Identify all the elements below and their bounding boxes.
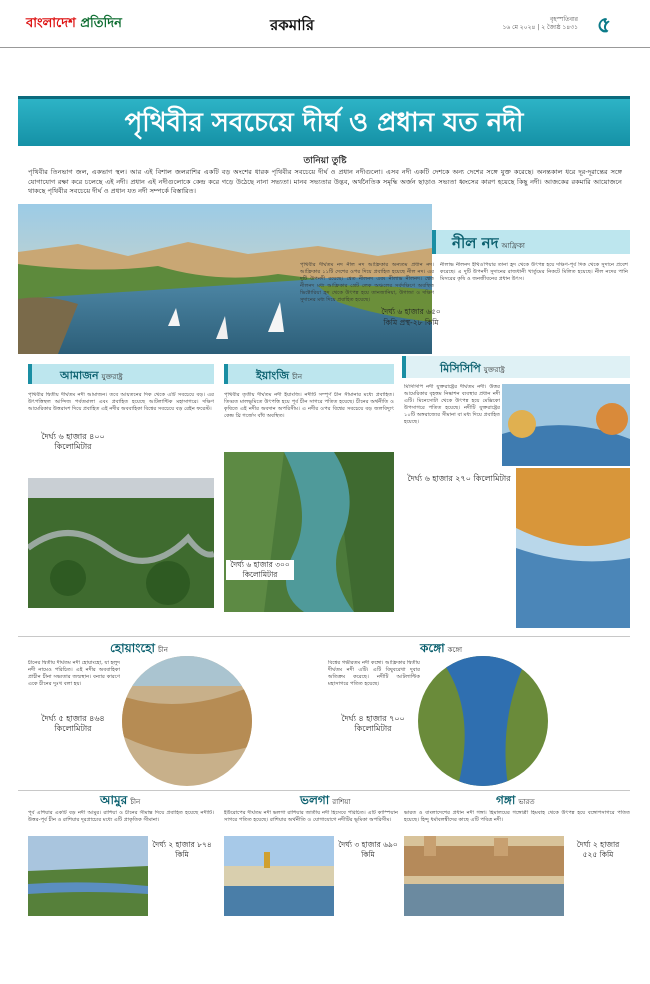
congo-text: বিশ্বের গভীরতম নদী কঙ্গো। আফ্রিকার দ্বিতীয় দীর্ঘতম নদী এটি। এটি বিষুবরেখা দুবার অতিক্রম করেছে। নদীটি আটলান্টিক মহাসাগরে পতিত হয়েছে। <box>328 660 420 687</box>
amur-country: চীন <box>130 798 141 806</box>
mississippi-text: মিসিসিপি নদী যুক্তরাষ্ট্রের দীর্ঘতম নদী। উত্তর আমেরিকার বৃহত্তম নিষ্কাশন ব্যবস্থার প্রধান নদী এটি। মিনেসোটা থেকে উৎপন্ন হয়ে মেক্সিকো উপসাগরে পতিত হয়েছে। নদীটি যুক্তরাষ্ট্রের ১০টি অঙ্গরাজ্যের সীমানা বা মধ্য দিয়ে প্রবাহিত হয়েছে। <box>404 384 500 425</box>
yellow-text: চীনের দ্বিতীয় দীর্ঘতম নদী হোয়াংহো, যা হলুদ নদী নামেও পরিচিত। এই নদীর অববাহিকা প্রাচীন চীনা সভ্যতার জন্মস্থান। বন্যার কারণে একে চীনের দুঃখ বলা হয়। <box>28 660 120 687</box>
volga-text: ইউরোপের দীর্ঘতম নদী ভলগা রাশিয়ার জাতীয় নদী হিসেবে পরিচিত। এটি কাস্পিয়ান সাগরে পতিত হয়েছে। রাশিয়ার অর্থনীতি ও যোগাযোগে নদীটির ভূমিকা অপরিসীম। <box>224 810 398 823</box>
ganges-photo <box>404 836 564 916</box>
nile-country: আফ্রিকা <box>501 242 525 250</box>
amur-photo <box>28 836 148 916</box>
article-title: পৃথিবীর সবচেয়ে দীর্ঘ ও প্রধান যত নদী <box>124 108 524 138</box>
yangtze-country: চীন <box>292 373 303 381</box>
volga-country: রাশিয়া <box>332 798 351 806</box>
date-full: ১৬ মে ২০২৪ | ২ জ্যৈষ্ঠ ১৪৩১ <box>502 24 578 31</box>
mississippi-country: যুক্তরাষ্ট্র <box>483 366 505 374</box>
article-byline: তানিয়া তুষ্টি <box>303 156 347 166</box>
nile-text-b: নীলাভ নীলনদ ইথিওপিয়ার তানা হ্রদ থেকে উৎপন্ন হয়ে দক্ষিণ-পূর্ব দিক থেকে সুদানে প্রবেশ করেছে। এ দুটি উপনদী সুদানের রাজধানী খার্তুমের নিকটে মিলিত হয়েছে। নীল নদের পানি মিসরের কৃষি ও জনজীবনের প্রধান উৎস। <box>440 262 628 282</box>
nile-text-a: পৃথিবীর দীর্ঘতম নদ নীল নদ আফ্রিকার অন্যতম প্রধান নদ। আফ্রিকার ১১টি দেশের ওপর দিয়ে প্রবাহিত হয়েছে নীল নদ। এর দুটি উপনদী রয়েছে। শ্বেত নীলনদ এবং নীলাভ নীলনদ। শ্বেত নীলনদ মধ্য আফ্রিকার গ্রেট লেক অঞ্চলের সর্বদক্ষিণে অবস্থিত ভিক্টোরিয়া হ্রদ থেকে উৎপন্ন হয়ে তানজানিয়া, উগান্ডা ও দক্ষিণ সুদানের মধ্য দিয়ে প্রবাহিত হয়েছে। <box>300 262 434 303</box>
amazon-heading <box>60 367 123 386</box>
yangtze-name: ইয়াংজি <box>256 369 290 382</box>
amazon-text: পৃথিবীর দ্বিতীয় দীর্ঘতম নদী আমাজন। তবে আয়তনের দিক থেকে এটি সবচেয়ে বড়। এর উৎপত্তিস্থল আন্দিজ পর্বতমালা এবং প্রবাহিত হয়েছে আটলান্টিক মহাসাগরে। দক্ষিণ আমেরিকার উত্তরাংশ দিয়ে প্রবাহিত এই নদীর অববাহিকা বিশ্বের সবচেয়ে বড় রেইন ফরেস্ট। <box>28 392 214 412</box>
newspaper-logo[interactable]: বাংলাদেশ প্রতিদিন <box>26 16 122 31</box>
ganges-heading <box>496 792 535 812</box>
yellow-name: হোয়াংহো <box>110 641 155 655</box>
volga-heading <box>300 792 350 812</box>
amazon-text-cont <box>28 612 214 642</box>
section-divider-2 <box>18 790 630 791</box>
mississippi-photo-top <box>502 384 630 466</box>
amur-text-cont <box>28 920 214 956</box>
ganges-name: গঙ্গা <box>496 793 516 807</box>
amazon-country: যুক্তরাষ্ট্র <box>101 373 123 381</box>
amur-length: দৈর্ঘ্য ২ হাজার ৮৭৪ কিমি <box>152 840 212 859</box>
ganges-text-cont <box>404 920 630 956</box>
mississippi-length: দৈর্ঘ্য ৬ হাজার ২৭০ কিলোমিটার <box>407 474 511 483</box>
volga-photo <box>224 836 334 916</box>
date-day: বৃহস্পতিবার <box>550 16 578 23</box>
yangtze-length: দৈর্ঘ্য ৬ হাজার ৩০০ কিলোমিটার <box>226 560 294 580</box>
ganges-text: ভারত ও বাংলাদেশের প্রধান নদী গঙ্গা। হিমালয়ের গঙ্গোত্রী হিমবাহ থেকে উৎপন্ন হয়ে বঙ্গোপসাগরে পতিত হয়েছে। হিন্দু ধর্মাবলম্বীদের কাছে এটি পবিত্র নদী। <box>404 810 630 823</box>
ganges-length: দৈর্ঘ্য ২ হাজার ৫২৫ কিমি <box>576 840 620 859</box>
amazon-length: দৈর্ঘ্য ৬ হাজার ৪০০ কিলোমিটার <box>41 432 105 451</box>
ganges-country: ভারত <box>518 798 535 806</box>
amur-heading <box>100 792 140 812</box>
article-intro: পৃথিবীর তিনভাগ জল, একভাগ স্থল। আর এই বিশাল জলরাশির একটি বড় অংশের ধারক পৃথিবীর সবচেয়ে দীর্ঘ ও প্রধান নদীগুলো। এসব নদী একটি দেশকে অন্য দেশের সঙ্গে যুক্ত করেছে। অনন্তকাল ধরে দূর-দূরান্তের সঙ্গে যোগাযোগ রক্ষা করে চলেছে এই নদী। প্রধান এই নদীগুলোকে কেন্দ্র করে গড়ে উঠেছে নানা সভ্যতা। মানব সভ্যতার উদ্ভব, অর্থনৈতিক সমৃদ্ধি অর্জন ছাড়াও সভ্যতা ধ্বংসের কারণ হয়েছে কিছু নদী। আজকের রকমারি আয়োজনে থাকছে পৃথিবীর সবচেয়ে দীর্ঘ ও প্রধান যত নদী সম্পর্কে বিস্তারিত। <box>28 168 622 196</box>
nile-name: নীল নদ <box>452 234 499 252</box>
amur-name: আমুর <box>100 793 128 807</box>
yangtze-heading <box>256 367 302 386</box>
amur-text: পূর্ব এশিয়ার একটি বড় নদী আমুর। রাশিয়া ও চীনের সীমান্ত দিয়ে প্রবাহিত হয়েছে নদীটি। উত্তর-পূর্ব চীন ও রাশিয়ার দূরপ্রাচ্যের মধ্যে এটি প্রাকৃতিক সীমানা। <box>28 810 214 823</box>
mississippi-name: মিসিসিপি <box>440 362 481 375</box>
yellow-country: চীন <box>157 646 168 654</box>
yellow-length: দৈর্ঘ্য ৫ হাজার ৪৬৪ কিলোমিটার <box>41 714 105 733</box>
amazon-photo <box>28 478 214 608</box>
congo-length: দৈর্ঘ্য ৪ হাজার ৭০০ কিলোমিটার <box>341 714 405 733</box>
yellow-heading <box>110 640 168 660</box>
section-name: রকমারি <box>270 16 314 34</box>
congo-name: কঙ্গো <box>420 641 445 655</box>
congo-photo <box>418 656 548 786</box>
mississippi-photo-bottom <box>516 468 630 628</box>
yellow-photo <box>122 656 252 786</box>
volga-name: ভলগা <box>300 793 330 807</box>
volga-length: দৈর্ঘ্য ৩ হাজার ৬৯০ কিমি <box>338 840 398 859</box>
congo-text-right <box>552 660 630 780</box>
nile-heading <box>452 232 525 257</box>
yangtze-heading-ribbon <box>224 364 394 384</box>
congo-country: কঙ্গো <box>447 646 463 654</box>
mississippi-heading-ribbon <box>402 356 630 378</box>
mississippi-heading <box>440 360 505 379</box>
volga-text-cont <box>224 920 398 956</box>
mississippi-text-cont <box>404 510 514 630</box>
yangtze-text: পৃথিবীর তৃতীয় দীর্ঘতম নদী ইয়াংজি। নদীটি সম্পূর্ণ চীন সীমানার মধ্যে প্রবাহিত। তিব্বত মালভূমিতে উৎপত্তি হয়ে পূর্ব চীন সাগরে পতিত হয়েছে। চীনের অর্থনীতি ও কৃষিতে এই নদীর অবদান অপরিসীম। এ নদীর ওপর বিশ্বের সবচেয়ে বড় জলবিদ্যুৎ কেন্দ্র থ্রি গর্জেস বাঁধ অবস্থিত। <box>224 392 394 419</box>
section-divider <box>18 636 630 637</box>
nile-length: দৈর্ঘ্য ৬ হাজার ৬৫০ কিমি প্রস্থ-২৮ কিমি <box>381 307 441 327</box>
yangtze-text-cont <box>300 560 394 610</box>
yellow-text-right <box>256 660 322 770</box>
amazon-name: আমাজন <box>60 369 99 382</box>
dateline <box>458 16 578 32</box>
page-number: ৫ <box>596 13 612 38</box>
congo-heading <box>420 640 462 660</box>
